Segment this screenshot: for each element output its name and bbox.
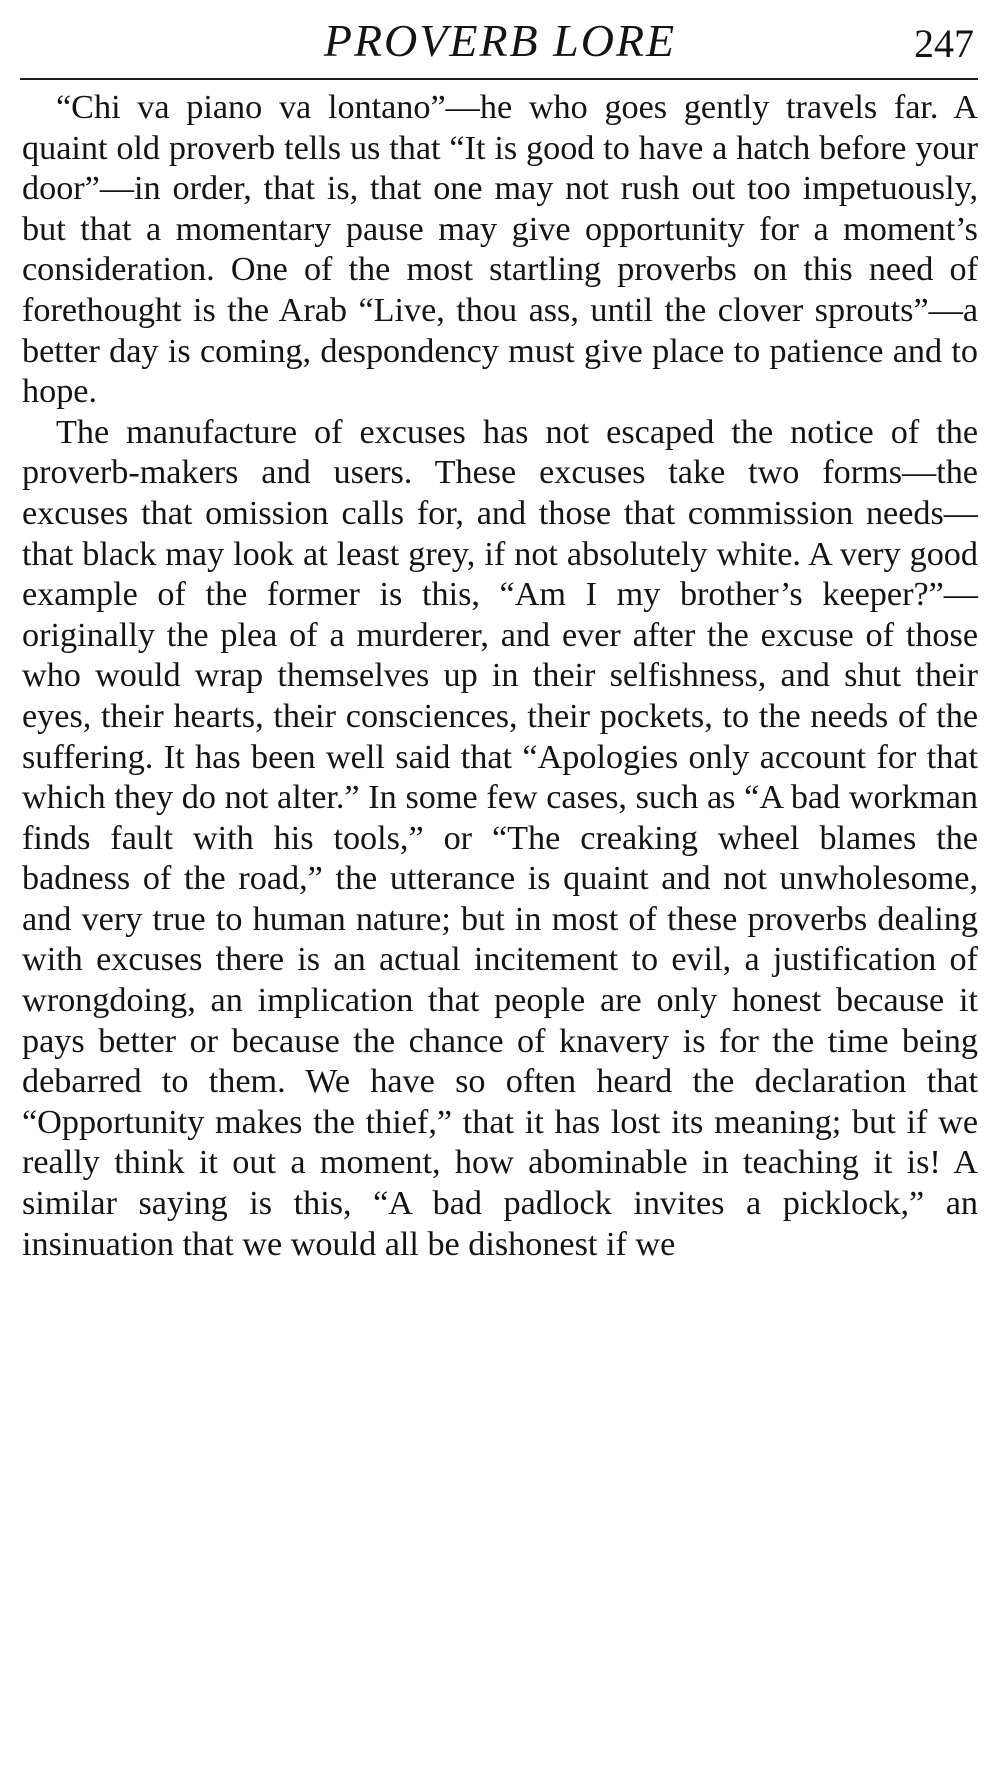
body-text: [22, 88, 978, 1265]
header-rule: [20, 78, 978, 80]
running-title: PROVERB LORE: [323, 15, 677, 66]
page-header: [22, 8, 978, 76]
paragraph-2: The manufacture of excuses has not escaped the notice of the proverb-makers and users. These excuses take two forms—the excuses that omission calls for, and those that commission needs—that black may look at least grey, if not absolutely white. A very good example of the former is this, “Am I my brother’s keeper?”—originally the plea of a murderer, and ever after the excuse of those who would wrap themselves up in their selfishness, and shut their eyes, their hearts, their consciences, their pockets, to the needs of the suffering. It has been well said that “Apologies only account for that which they do not alter.” In some few cases, such as “A bad workman finds fault with his tools,” or “The creaking wheel blames the badness of the road,” the utterance is quaint and not unwholesome, and very true to human nature; but in most of these proverbs dealing with excuses there is an actual incitement to evil, a justification of wrongdoing, an implication that people are only honest because it pays better or because the chance of knavery is for the time being debarred to them. We have so often heard the declaration that “Opportunity makes the thief,” that it has lost its meaning; but if we really think it out a moment, how abominable in teaching it is! A similar saying is this, “A bad padlock invites a picklock,” an insinuation that we would all be dishonest if we: [22, 413, 978, 1263]
page-number: 247: [914, 21, 974, 66]
paragraph-1: “Chi va piano va lontano”—he who goes gently travels far. A quaint old proverb tells us that “It is good to have a hatch before your door”—in order, that is, that one may not rush out too impetuously, but that a momentary pause may give opportunity for a moment’s consideration. One of the most startling proverbs on this need of forethought is the Arab “Live, thou ass, until the clover sprouts”—a better day is coming, despondency must give place to patience and to hope.: [22, 89, 978, 411]
